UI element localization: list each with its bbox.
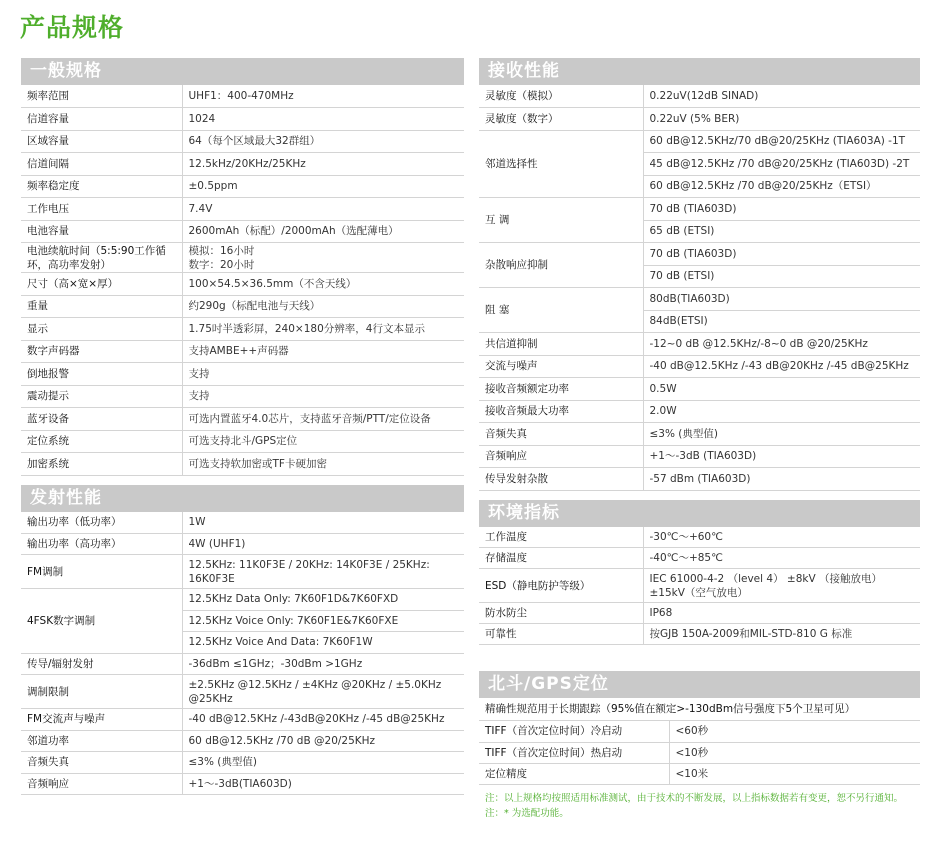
spec-value: 约290g（标配电池与天线） — [182, 295, 464, 318]
spec-label: 音频失真 — [21, 752, 182, 774]
spec-label: 接收音频额定功率 — [479, 378, 643, 401]
spec-value: 64（每个区域最大32群组） — [182, 130, 464, 153]
spec-label: TIFF（首次定位时间）热启动 — [479, 742, 669, 763]
spec-row — [479, 355, 920, 378]
spec-value: 12.5KHz: 11K0F3E / 20KHz: 14K0F3E / 25KHz: 16K0F3E — [182, 555, 464, 589]
spec-row — [479, 108, 920, 131]
spec-row — [21, 220, 464, 243]
spec-row — [21, 453, 464, 476]
spec-value: 1.75吋半透彩屏，240×180分辨率，4行文本显示 — [182, 318, 464, 341]
spec-label: 倒地报警 — [21, 363, 182, 386]
spec-value: -12~0 dB @12.5KHz/-8~0 dB @20/25KHz — [643, 333, 920, 356]
spec-value: <10秒 — [669, 742, 920, 763]
spec-label: 电池续航时间（5:5:90工作循环，高功率发射） — [21, 243, 182, 273]
battery-value-line: 数字：20小时 — [188, 258, 255, 271]
spec-value: 0.22uV(12dB SINAD) — [643, 85, 920, 108]
spec-row — [479, 333, 920, 356]
spec-row — [21, 198, 464, 221]
spec-row — [21, 175, 464, 198]
spec-label: 电池容量 — [21, 220, 182, 243]
spec-row — [21, 408, 464, 431]
spec-row — [21, 153, 464, 176]
spec-value: 12.5KHz Voice And Data: 7K60F1W — [182, 632, 464, 654]
spec-label: 音频响应 — [479, 445, 643, 468]
spec-label: FM调制 — [21, 555, 182, 589]
spec-label: 杂散响应抑制 — [479, 243, 643, 288]
spec-row — [479, 423, 920, 446]
spec-row — [479, 603, 920, 624]
spec-row — [21, 243, 464, 273]
spec-value: 60 dB@12.5KHz/70 dB@20/25KHz (TIA603A) -1T — [643, 130, 920, 153]
spec-label: 共信道抑制 — [479, 333, 643, 356]
spec-value: 0.22uV (5% BER) — [643, 108, 920, 131]
spec-value: <10米 — [669, 763, 920, 784]
spec-value: 45 dB@12.5KHz /70 dB@20/25KHz (TIA603D) -2T — [643, 153, 920, 176]
spec-value: +1～-3dB (TIA603D) — [643, 445, 920, 468]
spec-value: IP68 — [643, 603, 920, 624]
spec-value: IEC 61000-4-2 （level 4） ±8kV （接触放电） ±15kV（空气放电） — [643, 569, 920, 603]
spec-value: 0.5W — [643, 378, 920, 401]
spec-label: 调制限制 — [21, 675, 182, 709]
environment-spec-table — [479, 527, 920, 646]
spec-value: 70 dB (TIA603D) — [643, 243, 920, 266]
gps-spec-table — [479, 721, 920, 785]
spec-value: 2.0W — [643, 400, 920, 423]
spec-label: 加密系统 — [21, 453, 182, 476]
spec-value: -57 dBm (TIA603D) — [643, 468, 920, 491]
spec-row — [21, 773, 464, 795]
environment-spec-header: 环境指标 — [479, 500, 920, 527]
spec-value: 可选内置蓝牙4.0芯片，支持蓝牙音频/PTT/定位设备 — [182, 408, 464, 431]
spec-value: 12.5kHz/20KHz/25KHz — [182, 153, 464, 176]
page-title: 产品规格 — [20, 13, 125, 42]
spec-value: 2600mAh（标配）/2000mAh（选配薄电） — [182, 220, 464, 243]
spec-row — [21, 555, 464, 589]
spec-label: 定位精度 — [479, 763, 669, 784]
spec-value: 12.5KHz Data Only: 7K60F1D&7K60FXD — [182, 589, 464, 611]
spec-value: UHF1：400-470MHz — [182, 85, 464, 108]
spec-label: 4FSK数字调制 — [21, 589, 182, 654]
spec-value: 7.4V — [182, 198, 464, 221]
spec-row — [21, 709, 464, 731]
spec-label: 尺寸（高×宽×厚） — [21, 273, 182, 296]
spec-label: 区域容量 — [21, 130, 182, 153]
spec-value: 可选支持软加密或TF卡硬加密 — [182, 453, 464, 476]
gps-spec-header: 北斗/GPS定位 — [479, 671, 920, 698]
spec-row — [21, 430, 464, 453]
spec-value: +1～-3dB(TIA603D) — [182, 773, 464, 795]
spec-label: 频率范围 — [21, 85, 182, 108]
spec-label: 工作电压 — [21, 198, 182, 221]
spec-label: 接收音频最大功率 — [479, 400, 643, 423]
spec-value: <60秒 — [669, 721, 920, 742]
spec-row — [21, 730, 464, 752]
spec-row — [21, 295, 464, 318]
spec-value: 1W — [182, 512, 464, 534]
spec-label: 可靠性 — [479, 624, 643, 645]
spec-label: 信道间隔 — [21, 153, 182, 176]
spec-label: FM交流声与噪声 — [21, 709, 182, 731]
spec-label: 显示 — [21, 318, 182, 341]
spec-row — [479, 400, 920, 423]
spec-value: 1024 — [182, 108, 464, 131]
spec-value: ≤3% (典型值) — [182, 752, 464, 774]
spec-label: 蓝牙设备 — [21, 408, 182, 431]
spec-label: 工作温度 — [479, 527, 643, 548]
spec-row — [21, 752, 464, 774]
spec-label: 频率稳定度 — [21, 175, 182, 198]
transmit-spec-header: 发射性能 — [21, 485, 464, 512]
spec-row — [21, 589, 464, 611]
spec-label: ESD（静电防护等级） — [479, 569, 643, 603]
spec-row — [479, 243, 920, 266]
footnote: 注：* 为选配功能。 — [485, 807, 569, 819]
spec-row — [479, 85, 920, 108]
transmit-spec-table — [21, 512, 464, 796]
spec-row — [479, 624, 920, 645]
spec-label: 传导发射杂散 — [479, 468, 643, 491]
spec-value: -36dBm ≤1GHz；-30dBm >1GHz — [182, 653, 464, 675]
spec-row — [479, 198, 920, 221]
spec-value: 12.5KHz Voice Only: 7K60F1E&7K60FXE — [182, 610, 464, 632]
spec-row — [479, 742, 920, 763]
spec-row — [21, 533, 464, 555]
right-column — [479, 58, 920, 821]
spec-value: 按GJB 150A-2009和MIL-STD-810 G 标准 — [643, 624, 920, 645]
spec-value: -40 dB@12.5KHz /-43 dB@20KHz /-45 dB@25KHz — [643, 355, 920, 378]
spec-row — [479, 445, 920, 468]
spec-row — [479, 763, 920, 784]
spec-value: 65 dB (ETSI) — [643, 220, 920, 243]
spec-row — [21, 273, 464, 296]
spec-value: ≤3% (典型值) — [643, 423, 920, 446]
receive-spec-header: 接收性能 — [479, 58, 920, 85]
spec-value: 支持 — [182, 385, 464, 408]
spec-label: 邻道选择性 — [479, 130, 643, 198]
gps-intro: 精确性规范用于长期跟踪（95%值在额定>-130dBm信号强度下5个卫星可见） — [479, 698, 920, 721]
spec-label: 邻道功率 — [21, 730, 182, 752]
spec-value: 支持AMBE++声码器 — [182, 340, 464, 363]
spec-value: 可选支持北斗/GPS定位 — [182, 430, 464, 453]
spec-row — [479, 468, 920, 491]
spec-label: 数字声码器 — [21, 340, 182, 363]
spec-row — [21, 130, 464, 153]
spec-label: 交流与噪声 — [479, 355, 643, 378]
spec-label: 灵敏度（模拟） — [479, 85, 643, 108]
spec-row — [479, 378, 920, 401]
general-spec-table — [21, 85, 464, 476]
spec-value: -40℃～+85℃ — [643, 548, 920, 569]
spec-label: 存储温度 — [479, 548, 643, 569]
spec-label: 互 调 — [479, 198, 643, 243]
footnote: 注：以上规格均按照适用标准测试，由于技术的不断发展，以上指标数据若有变更，恕不另行通知。 — [485, 792, 904, 804]
spec-row — [21, 108, 464, 131]
general-spec-header: 一般规格 — [21, 58, 464, 85]
spec-label: 灵敏度（数字） — [479, 108, 643, 131]
spec-value: 支持 — [182, 363, 464, 386]
spec-label: 阻 塞 — [479, 288, 643, 333]
spec-value: 70 dB (TIA603D) — [643, 198, 920, 221]
spec-row — [479, 548, 920, 569]
spec-value: 60 dB@12.5KHz /70 dB @20/25KHz — [182, 730, 464, 752]
spec-row — [21, 653, 464, 675]
spec-row — [21, 675, 464, 709]
spec-value: -40 dB@12.5KHz /-43dB@20KHz /-45 dB@25KHz — [182, 709, 464, 731]
spec-row — [21, 512, 464, 534]
spec-label: 传导/辐射发射 — [21, 653, 182, 675]
spec-row — [21, 363, 464, 386]
spec-label: 信道容量 — [21, 108, 182, 131]
spec-value — [182, 243, 464, 273]
spec-value: 84dB(ETSI) — [643, 310, 920, 333]
spec-value: ±2.5KHz @12.5KHz / ±4KHz @20KHz / ±5.0KHz @25KHz — [182, 675, 464, 709]
spec-label: 输出功率（高功率） — [21, 533, 182, 555]
spec-label: 定位系统 — [21, 430, 182, 453]
spec-row — [21, 385, 464, 408]
spec-row — [21, 318, 464, 341]
spec-row — [479, 288, 920, 311]
spec-label: 音频响应 — [21, 773, 182, 795]
spec-value: 70 dB (ETSI) — [643, 265, 920, 288]
spec-value: -30℃～+60℃ — [643, 527, 920, 548]
spec-value: 80dB(TIA603D) — [643, 288, 920, 311]
spec-row — [479, 527, 920, 548]
spec-row — [479, 721, 920, 742]
battery-value-line: 模拟：16小时 — [188, 244, 255, 257]
spec-label: 防水防尘 — [479, 603, 643, 624]
spec-row — [21, 85, 464, 108]
spec-label: 重量 — [21, 295, 182, 318]
spec-value: 4W (UHF1) — [182, 533, 464, 555]
spec-value: 60 dB@12.5KHz /70 dB@20/25KHz（ETSI） — [643, 175, 920, 198]
spec-label: TIFF（首次定位时间）冷启动 — [479, 721, 669, 742]
spec-value: 100×54.5×36.5mm（不含天线） — [182, 273, 464, 296]
spec-row — [479, 569, 920, 603]
spec-label: 音频失真 — [479, 423, 643, 446]
spec-row — [479, 130, 920, 153]
spec-label: 震动提示 — [21, 385, 182, 408]
spec-label: 输出功率（低功率） — [21, 512, 182, 534]
spec-value: ±0.5ppm — [182, 175, 464, 198]
spec-row — [21, 340, 464, 363]
left-column — [21, 58, 464, 795]
receive-spec-table — [479, 85, 920, 491]
